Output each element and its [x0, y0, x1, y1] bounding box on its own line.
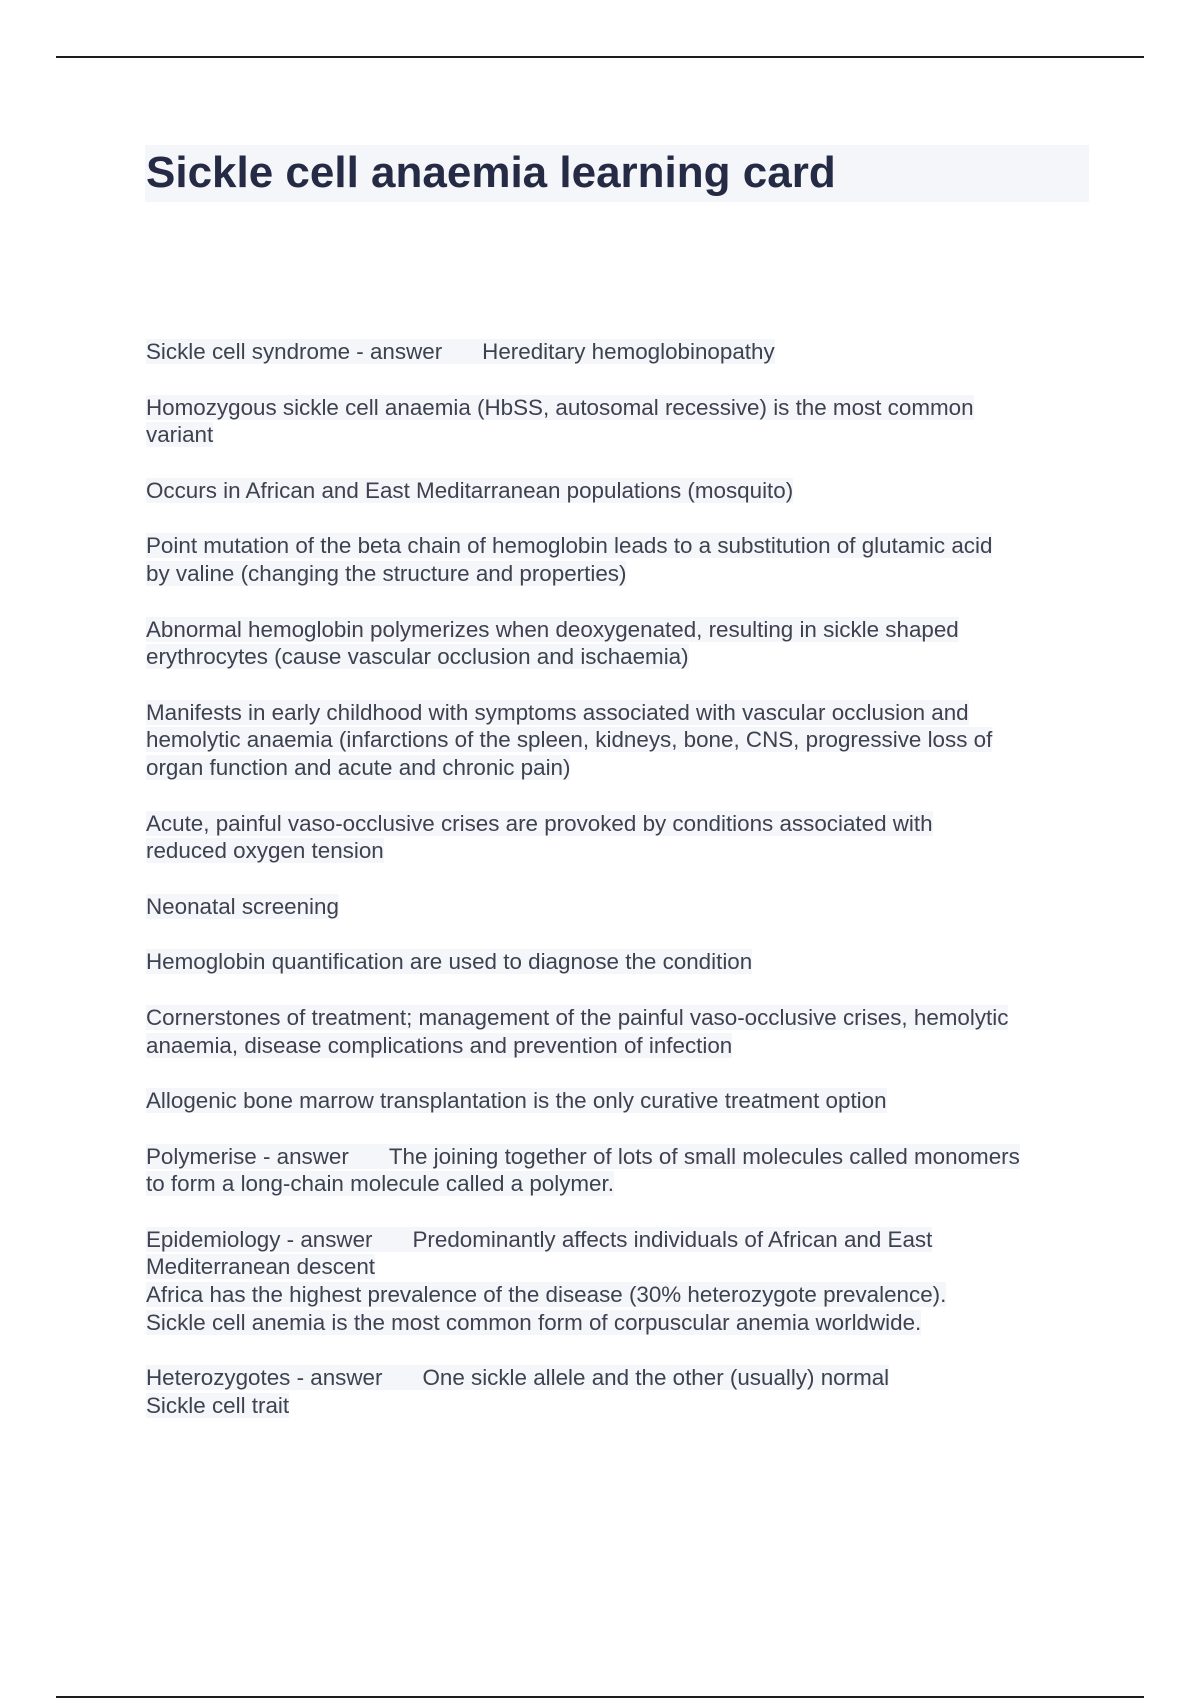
flashcard-entry [146, 948, 1106, 976]
entry-line-text: Allogenic bone marrow transplantation is the only curative treatment option [146, 1088, 887, 1114]
entry-line [146, 1392, 1106, 1420]
entry-line-text: hemolytic anaemia (infarctions of the spleen, kidneys, bone, CNS, progressive loss of [146, 727, 993, 753]
entry-line [146, 810, 1106, 838]
entry-line-text: Mediterranean descent [146, 1254, 376, 1280]
entry-line [146, 532, 1106, 560]
entry-line [146, 754, 1106, 782]
entry-line [146, 1087, 1106, 1115]
entry-line [146, 1170, 1106, 1198]
entry-term: Epidemiology - answer [146, 1226, 373, 1252]
entry-definition: The joining together of lots of small molecules called monomers [388, 1143, 1020, 1169]
flashcard-list [146, 338, 1106, 1447]
entry-line-text: variant [146, 422, 214, 448]
page-title: Sickle cell anaemia learning card [146, 148, 836, 197]
entry-first-line [146, 1143, 1106, 1171]
flashcard-entry [146, 338, 1106, 366]
entry-line-text: Africa has the highest prevalence of the disease (30% heterozygote prevalence). [146, 1282, 947, 1308]
flashcard-entry [146, 394, 1106, 449]
entry-term: Sickle cell syndrome - answer [146, 339, 443, 364]
entry-line [146, 893, 1106, 921]
entry-line-text: erythrocytes (cause vascular occlusion and ischaemia) [146, 644, 689, 670]
flashcard-entry [146, 893, 1106, 921]
entry-first-line [146, 338, 1106, 366]
flashcard-entry [146, 1364, 1106, 1419]
entry-line-text: Homozygous sickle cell anaemia (HbSS, autosomal recessive) is the most common [146, 394, 974, 420]
entry-line-text: Hemoglobin quantification are used to diagnose the condition [146, 949, 753, 975]
entry-line-text: Sickle cell trait [146, 1392, 290, 1418]
entry-line [146, 477, 1106, 505]
entry-line [146, 421, 1106, 449]
entry-definition: Predominantly affects individuals of African and East [412, 1226, 933, 1252]
entry-line [146, 1032, 1106, 1060]
entry-line [146, 1309, 1106, 1337]
flashcard-entry [146, 532, 1106, 587]
bottom-rule [56, 1696, 1144, 1698]
entry-line-text: Acute, painful vaso-occlusive crises are provoked by conditions associated with [146, 810, 933, 836]
entry-line [146, 1281, 1106, 1309]
entry-line [146, 643, 1106, 671]
flashcard-entry [146, 1004, 1106, 1059]
entry-term: Heterozygotes - answer [146, 1365, 383, 1391]
entry-line-text: Abnormal hemoglobin polymerizes when deoxygenated, resulting in sickle shaped [146, 616, 959, 642]
entry-line [146, 699, 1106, 727]
flashcard-entry [146, 1143, 1106, 1198]
entry-highlight [146, 1227, 932, 1252]
entry-line-text: Point mutation of the beta chain of hemoglobin leads to a substitution of glutamic acid [146, 533, 993, 559]
entry-line-text: Occurs in African and East Meditarranean populations (mosquito) [146, 477, 794, 503]
entry-line-text: Manifests in early childhood with symptoms associated with vascular occlusion and [146, 699, 969, 725]
entry-highlight [146, 339, 775, 364]
entry-line-text: anaemia, disease complications and prevention of infection [146, 1032, 733, 1058]
entry-line [146, 616, 1106, 644]
entry-line-text: reduced oxygen tension [146, 838, 384, 864]
flashcard-entry [146, 616, 1106, 671]
entry-line-text: organ function and acute and chronic pain) [146, 754, 571, 780]
entry-line [146, 1004, 1106, 1032]
entry-line [146, 837, 1106, 865]
entry-line-text: Neonatal screening [146, 893, 339, 919]
entry-line [146, 1253, 1106, 1281]
entry-term: Polymerise - answer [146, 1143, 349, 1169]
entry-definition: One sickle allele and the other (usually) normal [422, 1365, 890, 1391]
entry-line [146, 560, 1106, 588]
entry-first-line [146, 1364, 1106, 1392]
top-rule [56, 56, 1144, 58]
entry-line [146, 394, 1106, 422]
entry-definition: Hereditary hemoglobinopathy [482, 339, 775, 364]
entry-line [146, 726, 1106, 754]
entry-line-text: Sickle cell anemia is the most common form of corpuscular anemia worldwide. [146, 1309, 922, 1335]
flashcard-entry [146, 477, 1106, 505]
flashcard-entry [146, 1226, 1106, 1336]
entry-first-line [146, 1226, 1106, 1254]
flashcard-entry [146, 1087, 1106, 1115]
entry-line [146, 948, 1106, 976]
entry-line-text: Cornerstones of treatment; management of the painful vaso-occlusive crises, hemolytic [146, 1004, 1009, 1030]
entry-line-text: to form a long-chain molecule called a polymer. [146, 1171, 614, 1197]
entry-highlight [146, 1144, 1020, 1169]
entry-line-text: by valine (changing the structure and properties) [146, 560, 627, 586]
flashcard-entry [146, 699, 1106, 782]
entry-highlight [146, 1365, 889, 1390]
flashcard-entry [146, 810, 1106, 865]
